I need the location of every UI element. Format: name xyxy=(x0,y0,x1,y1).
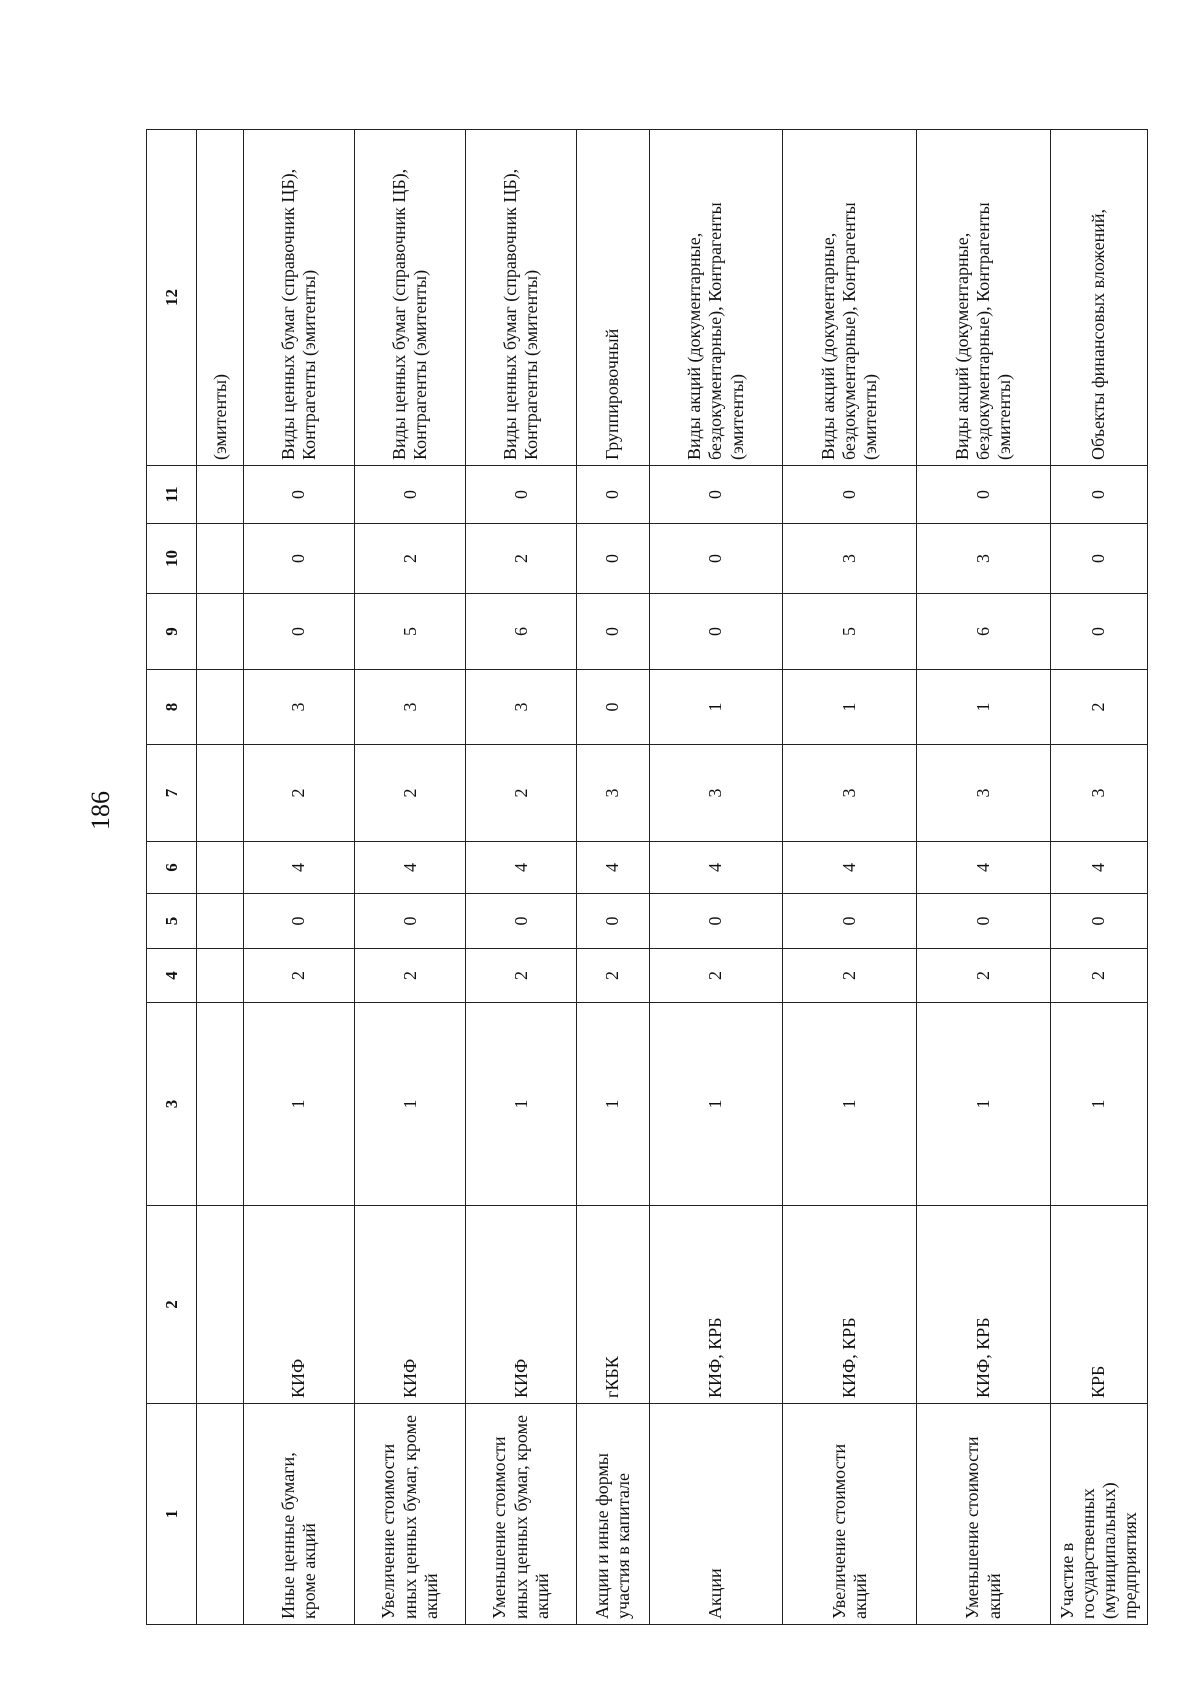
header-cell: 8 xyxy=(147,670,197,745)
row-digit-cell: 1 xyxy=(466,1003,577,1206)
row-digit-cell: 0 xyxy=(783,894,917,949)
page-number: 186 xyxy=(86,791,115,830)
row-digit-cell: 4 xyxy=(355,842,466,894)
row-digit-cell: 3 xyxy=(783,745,917,842)
row-analytics-cell: Виды акций (документарные, бездокументарные), Контрагенты (эмитенты) xyxy=(917,130,1051,466)
row-code-type-cell: КИФ xyxy=(466,1206,577,1404)
table-row xyxy=(649,130,783,1625)
row-digit-cell: 2 xyxy=(466,524,577,594)
row-digit-cell: 0 xyxy=(577,894,649,949)
row-digit-cell: 0 xyxy=(649,524,783,594)
row-name-cell: Увеличение стоимости акций xyxy=(783,1404,917,1625)
row-digit-cell: 2 xyxy=(355,524,466,594)
row-digit-cell: 3 xyxy=(917,745,1051,842)
row-digit-cell: 0 xyxy=(649,894,783,949)
row-digit-cell: 2 xyxy=(243,949,354,1003)
row-digit-cell: 3 xyxy=(917,524,1051,594)
row-digit-cell: 0 xyxy=(917,894,1051,949)
header-cell: 7 xyxy=(147,745,197,842)
table-row xyxy=(577,130,649,1625)
rotated-table-container xyxy=(146,130,1148,1625)
row-digit-cell: 2 xyxy=(243,745,354,842)
row-digit-cell: 2 xyxy=(1051,949,1148,1003)
row-code-type-cell: КИФ, КРБ xyxy=(783,1206,917,1404)
row-digit-cell: 4 xyxy=(577,842,649,894)
row-analytics-cell: Виды акций (документарные, бездокументарные), Контрагенты (эмитенты) xyxy=(783,130,917,466)
row-digit-cell: 0 xyxy=(243,894,354,949)
row-digit-cell: 0 xyxy=(466,466,577,524)
row-name-cell: Увеличение стоимости иных ценных бумаг, кроме акций xyxy=(355,1404,466,1625)
row-digit-cell: 4 xyxy=(243,842,354,894)
header-row xyxy=(147,130,197,1625)
row-digit-cell: 2 xyxy=(466,745,577,842)
row-digit-cell: 4 xyxy=(649,842,783,894)
row-digit-cell: 0 xyxy=(577,524,649,594)
row-digit-cell: 0 xyxy=(355,466,466,524)
row-digit-cell: 1 xyxy=(649,670,783,745)
header-cell: 5 xyxy=(147,894,197,949)
row-code-type-cell: КИФ, КРБ xyxy=(917,1206,1051,1404)
table-row xyxy=(466,130,577,1625)
header-cell: 4 xyxy=(147,949,197,1003)
row-digit-cell: 0 xyxy=(1051,466,1148,524)
row-digit-cell: 2 xyxy=(466,949,577,1003)
row-digit-cell: 2 xyxy=(355,745,466,842)
row-digit-cell: 5 xyxy=(355,594,466,670)
header-cell: 1 xyxy=(147,1404,197,1625)
row-digit-cell: 1 xyxy=(577,1003,649,1206)
row-digit-cell: 3 xyxy=(649,745,783,842)
row-digit-cell: 1 xyxy=(783,670,917,745)
header-cell: 9 xyxy=(147,594,197,670)
row-digit-cell: 4 xyxy=(466,842,577,894)
row-digit-cell: 0 xyxy=(243,594,354,670)
row-digit-cell: 3 xyxy=(355,670,466,745)
row-digit-cell: 5 xyxy=(783,594,917,670)
row-digit-cell: 1 xyxy=(649,1003,783,1206)
row-digit-cell: 3 xyxy=(783,524,917,594)
row-digit-cell: 0 xyxy=(577,670,649,745)
row-digit-cell: 2 xyxy=(355,949,466,1003)
row-digit-cell: 0 xyxy=(1051,524,1148,594)
row-name-cell: Акции xyxy=(649,1404,783,1625)
header-cell: 10 xyxy=(147,524,197,594)
row-digit-cell: 0 xyxy=(1051,594,1148,670)
row-digit-cell: 1 xyxy=(917,1003,1051,1206)
header-cell: 6 xyxy=(147,842,197,894)
row-digit-cell: 2 xyxy=(577,949,649,1003)
row-digit-cell: 4 xyxy=(783,842,917,894)
row-digit-cell: 2 xyxy=(783,949,917,1003)
row-digit-cell: 0 xyxy=(355,894,466,949)
table-row xyxy=(1051,130,1148,1625)
row-digit-cell: 2 xyxy=(1051,670,1148,745)
row-analytics-cell: Виды акций (документарные, бездокументарные), Контрагенты (эмитенты) xyxy=(649,130,783,466)
row-code-type-cell: КРБ xyxy=(1051,1206,1148,1404)
table-row xyxy=(783,130,917,1625)
continuation-text: (эмитенты) xyxy=(197,130,243,466)
classification-table xyxy=(146,129,1148,1625)
row-digit-cell: 2 xyxy=(649,949,783,1003)
row-digit-cell: 0 xyxy=(466,894,577,949)
row-digit-cell: 0 xyxy=(917,466,1051,524)
row-digit-cell: 6 xyxy=(917,594,1051,670)
row-analytics-cell: Виды ценных бумаг (справочник ЦБ), Контрагенты (эмитенты) xyxy=(355,130,466,466)
row-digit-cell: 4 xyxy=(917,842,1051,894)
row-analytics-cell: Виды ценных бумаг (справочник ЦБ), Контрагенты (эмитенты) xyxy=(466,130,577,466)
row-name-cell: Акции и иные формы участия в капитале xyxy=(577,1404,649,1625)
header-cell: 2 xyxy=(147,1206,197,1404)
table-row xyxy=(355,130,466,1625)
table-row xyxy=(917,130,1051,1625)
row-digit-cell: 0 xyxy=(577,466,649,524)
row-name-cell: Иные ценные бумаги, кроме акций xyxy=(243,1404,354,1625)
row-digit-cell: 4 xyxy=(1051,842,1148,894)
row-digit-cell: 1 xyxy=(783,1003,917,1206)
row-digit-cell: 0 xyxy=(1051,894,1148,949)
row-name-cell: Уменьшение стоимости иных ценных бумаг, кроме акций xyxy=(466,1404,577,1625)
row-code-type-cell: КИФ, КРБ xyxy=(649,1206,783,1404)
row-analytics-cell: Виды ценных бумаг (справочник ЦБ), Контрагенты (эмитенты) xyxy=(243,130,354,466)
header-cell: 11 xyxy=(147,466,197,524)
row-digit-cell: 1 xyxy=(917,670,1051,745)
row-digit-cell: 0 xyxy=(783,466,917,524)
row-digit-cell: 0 xyxy=(243,524,354,594)
row-analytics-cell: Группировочный xyxy=(577,130,649,466)
row-digit-cell: 3 xyxy=(243,670,354,745)
row-digit-cell: 0 xyxy=(649,594,783,670)
row-digit-cell: 1 xyxy=(243,1003,354,1206)
row-analytics-cell: Объекты финансовых вложений, xyxy=(1051,130,1148,466)
row-name-cell: Уменьшение стоимости акций xyxy=(917,1404,1051,1625)
row-digit-cell: 0 xyxy=(649,466,783,524)
row-digit-cell: 3 xyxy=(466,670,577,745)
row-digit-cell: 1 xyxy=(355,1003,466,1206)
row-code-type-cell: КИФ xyxy=(243,1206,354,1404)
row-code-type-cell: КИФ xyxy=(355,1206,466,1404)
row-code-type-cell: гКБК xyxy=(577,1206,649,1404)
continuation-row xyxy=(197,130,243,1625)
row-digit-cell: 3 xyxy=(577,745,649,842)
row-digit-cell: 0 xyxy=(577,594,649,670)
row-digit-cell: 2 xyxy=(917,949,1051,1003)
row-name-cell: Участие в государственных (муниципальных) предприятиях xyxy=(1051,1404,1148,1625)
row-digit-cell: 6 xyxy=(466,594,577,670)
row-digit-cell: 0 xyxy=(243,466,354,524)
table-row xyxy=(243,130,354,1625)
header-cell: 12 xyxy=(147,130,197,466)
row-digit-cell: 1 xyxy=(1051,1003,1148,1206)
header-cell: 3 xyxy=(147,1003,197,1206)
row-digit-cell: 3 xyxy=(1051,745,1148,842)
